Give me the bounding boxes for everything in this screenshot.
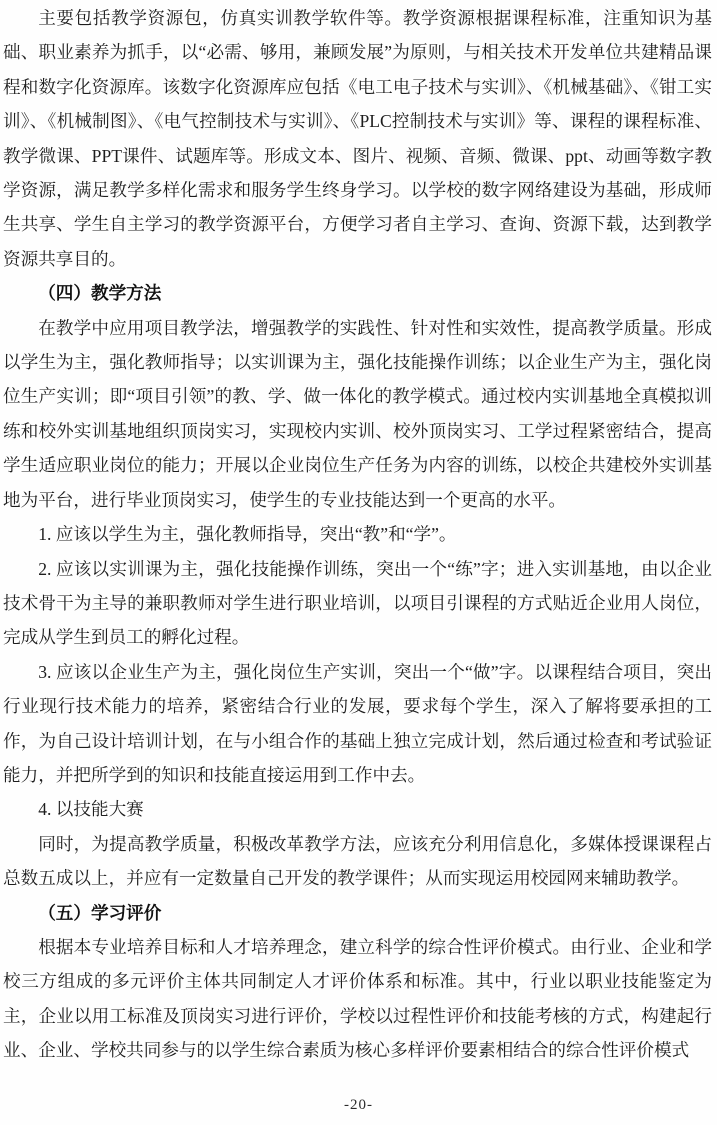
list-item-4-skills-competition: 4. 以技能大赛 <box>38 799 144 820</box>
body-paragraph-informatization: 同时，为提高教学质量，积极改革教学方法，应该充分利用信息化，多媒体授课课程占总数五成以上，并应有一定数量自己开发的教学课件；从而实现运用校园网来辅助教学。 <box>3 833 712 889</box>
body-paragraph-project-teaching: 在教学中应用项目教学法，增强教学的实践性、针对性和实效性，提高教学质量。形成以学生为主，强化教师指导；以实训课为主，强化技能操作训练；以企业生产为主，强化岗位生产实训；即“项目引领”的教、学、做一体化的教学模式。通过校内实训基地全真模拟训练和校外实训基地组织顶岗实习，实现校内实训、校外顶岗实习、工学过程紧密结合，提高学生适应职业岗位的能力；开展以企业岗位生产任务为内容的训练，以校企共建校外实训基地为平台，进行毕业顶岗实习，使学生的专业技能达到一个更高的水平。 <box>3 317 712 510</box>
section-heading-learning-evaluation: （五）学习评价 <box>38 902 162 923</box>
list-item-1-student-centered: 1. 应该以学生为主，强化教师指导，突出“教”和“学”。 <box>38 524 457 545</box>
page-number: -20- <box>344 1097 373 1113</box>
body-paragraph-evaluation-model: 根据本专业培养目标和人才培养理念，建立科学的综合性评价模式。由行业、企业和学校三方组成的多元评价主体共同制定人才评价体系和标准。其中，行业以职业技能鉴定为主，企业以用工标准及顶岗实习进行评价，学校以过程性评价和技能考核的方式，构建起行业、企业、学校共同参与的以学生综合素质为核心多样评价要素相结合的综合性评价模式 <box>3 936 712 1061</box>
body-paragraph-teaching-resources: 主要包括教学资源包，仿真实训教学软件等。教学资源根据课程标准，注重知识为基础、职业素养为抓手，以“必需、够用，兼顾发展”为原则，与相关技术开发单位共建精品课程和数字化资源库。该数字化资源库应包括《电工电子技术与实训》、《机械基础》、《钳工实训》、《机械制图》、《电气控制技术与实训》、《PLC控制技术与实训》等、课程的课程标准、教学微课、PPT课件、试题库等。形成文本、图片、视频、音频、微课、ppt、动画等数字教学资源，满足教学多样化需求和服务学生终身学习。以学校的数字网络建设为基础，形成师生共享、学生自主学习的教学资源平台，方便学习者自主学习、查询、资源下载，达到教学资源共享目的。 <box>3 8 712 269</box>
section-heading-teaching-methods: （四）教学方法 <box>38 283 162 304</box>
list-item-3-enterprise-production: 3. 应该以企业生产为主，强化岗位生产实训，突出一个“做”字。以课程结合项目，突出行业现行技术能力的培养，紧密结合行业的发展，要求每个学生，深入了解将要承担的工作，为自己设计培训计划，在与小组合作的基础上独立完成计划，然后通过检查和考试验证能力，并把所学到的知识和技能直接运用到工作中去。 <box>3 661 712 785</box>
list-item-2-practical-training: 2. 应该以实训课为主，强化技能操作训练，突出一个“练”字；进入实训基地，由以企业技术骨干为主导的兼职教师对学生进行职业培训，以项目引课程的方式贴近企业用人岗位，完成从学生到员工的孵化过程。 <box>3 558 712 648</box>
